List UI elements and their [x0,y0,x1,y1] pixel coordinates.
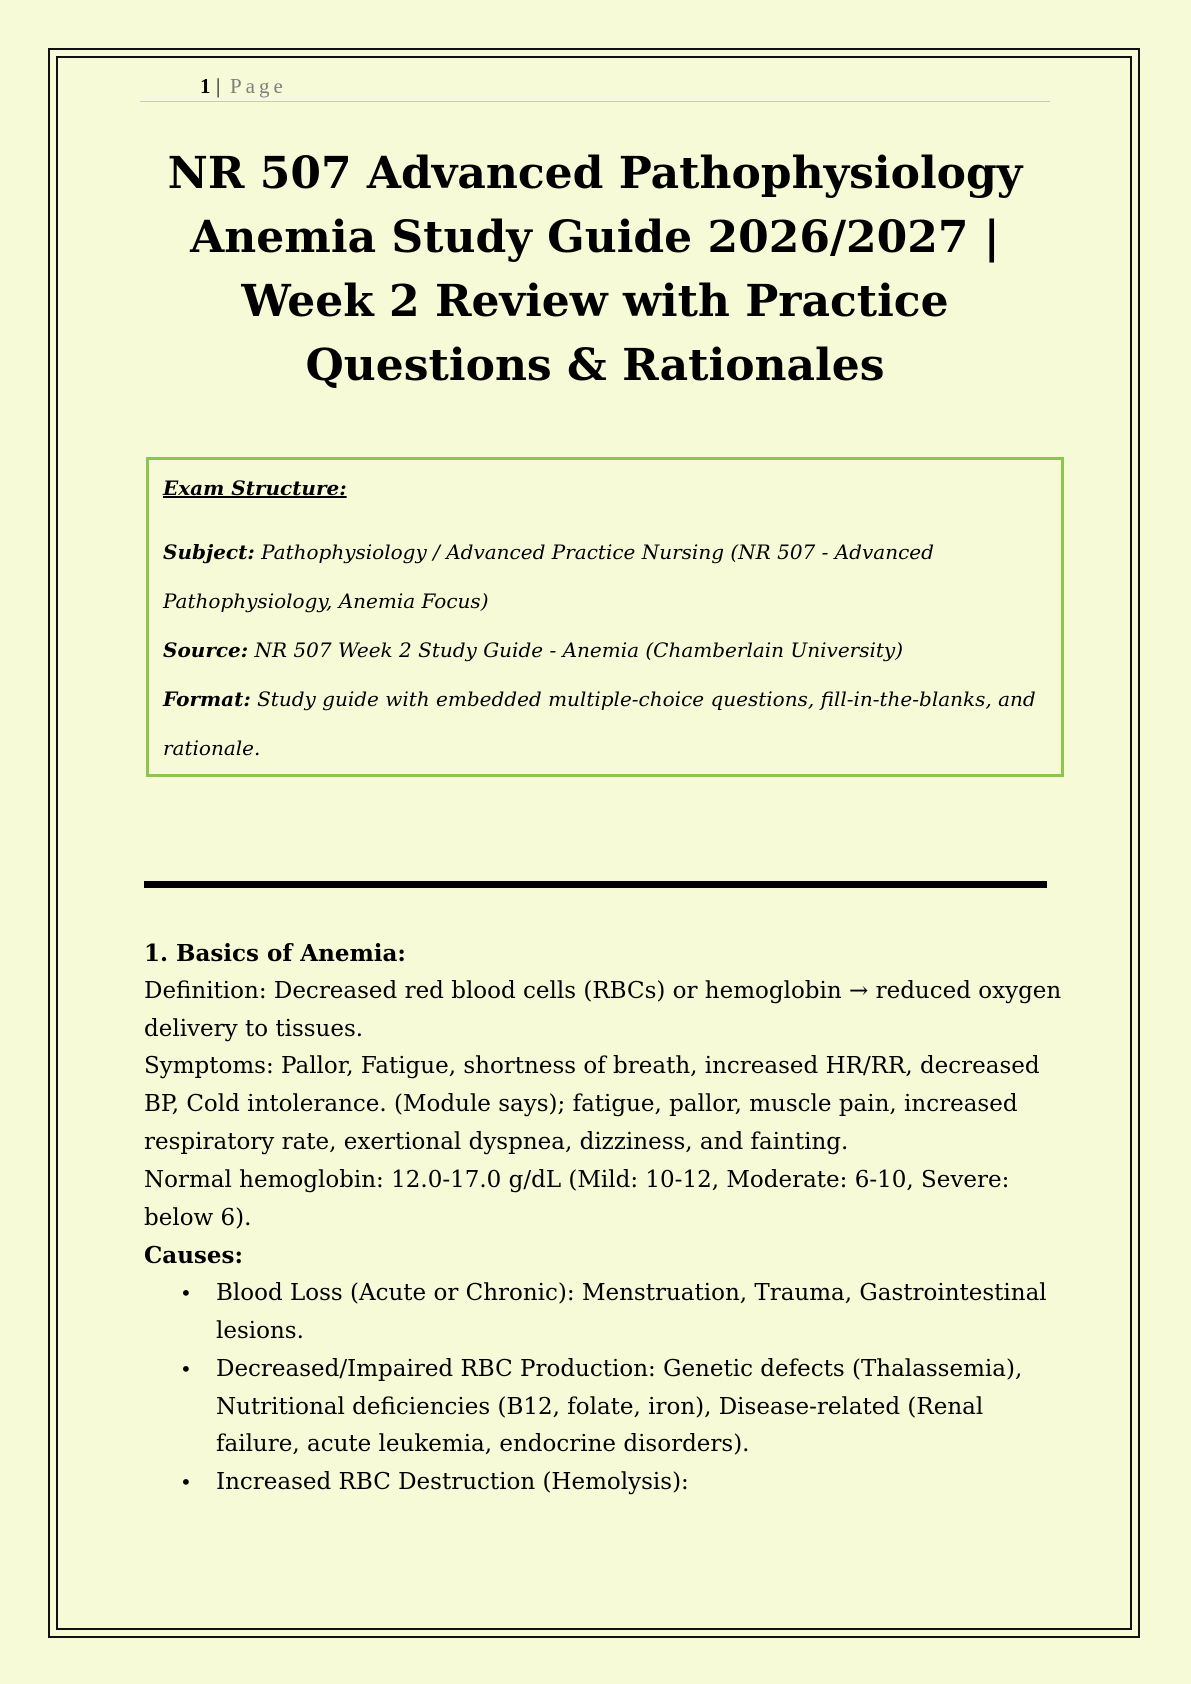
exam-structure-box [146,457,1064,777]
list-item [144,1351,1064,1464]
source-line [163,626,1047,675]
list-item-text: Decreased/Impaired RBC Production: Genetic defects (Thalassemia), Nutritional deficiencies (B12, folate, iron), Disease-related (Renal failure, acute leukemia, endocrine disorders). [216,1355,1023,1458]
section-heading: 1. Basics of Anemia: [144,940,406,967]
definition-text: Definition: Decreased red blood cells (RBCs) or hemoglobin → reduced oxygen delivery to tissues. [144,977,1062,1042]
page-label: Page [230,74,287,98]
normal-hemoglobin-text: Normal hemoglobin: 12.0-17.0 g/dL (Mild: 10-12, Moderate: 6-10, Severe: below 6). [144,1166,1010,1231]
page-header [140,70,1050,102]
causes-list [144,1275,1064,1502]
list-item [144,1464,1064,1502]
exam-structure-heading: Exam Structure: [163,476,347,500]
bullet-icon: • [180,1470,192,1495]
source-label: Source: [163,638,249,662]
symptoms-text: Symptoms: Pallor, Fatigue, shortness of breath, increased HR/RR, decreased BP, Cold intolerance. (Module says); fatigue, pallor, muscle pain, increased respiratory rate, exertional dyspnea, dizziness, and fainting. [144,1053,1040,1155]
page-separator: | [216,74,221,98]
subject-value: Pathophysiology / Advanced Practice Nursing (NR 507 - Advanced Pathophysiology, Anemia Focus) [163,540,934,613]
source-value: NR 507 Week 2 Study Guide - Anemia (Chamberlain University) [254,638,904,662]
causes-heading: Causes: [144,1242,243,1270]
list-item [144,1275,1064,1351]
format-line [163,675,1047,773]
subject-line [163,528,1047,626]
bullet-icon: • [180,1281,192,1306]
list-item-text: Increased RBC Destruction (Hemolysis): [216,1469,689,1496]
subject-label: Subject: [163,540,255,564]
page-number: 1 [200,74,211,98]
format-value: Study guide with embedded multiple-choice questions, fill-in-the-blanks, and rationale. [163,687,1036,760]
format-label: Format: [163,687,251,711]
section-basics-of-anemia [144,935,1064,1502]
list-item-text: Blood Loss (Acute or Chronic): Menstruation, Trauma, Gastrointestinal lesions. [216,1280,1047,1344]
bullet-icon: • [180,1356,192,1381]
document-title: NR 507 Advanced Pathophysiology Anemia Study Guide 2026/2027 | Week 2 Review with Practice Questions & Rationales [167,148,1023,391]
section-divider [144,881,1047,888]
